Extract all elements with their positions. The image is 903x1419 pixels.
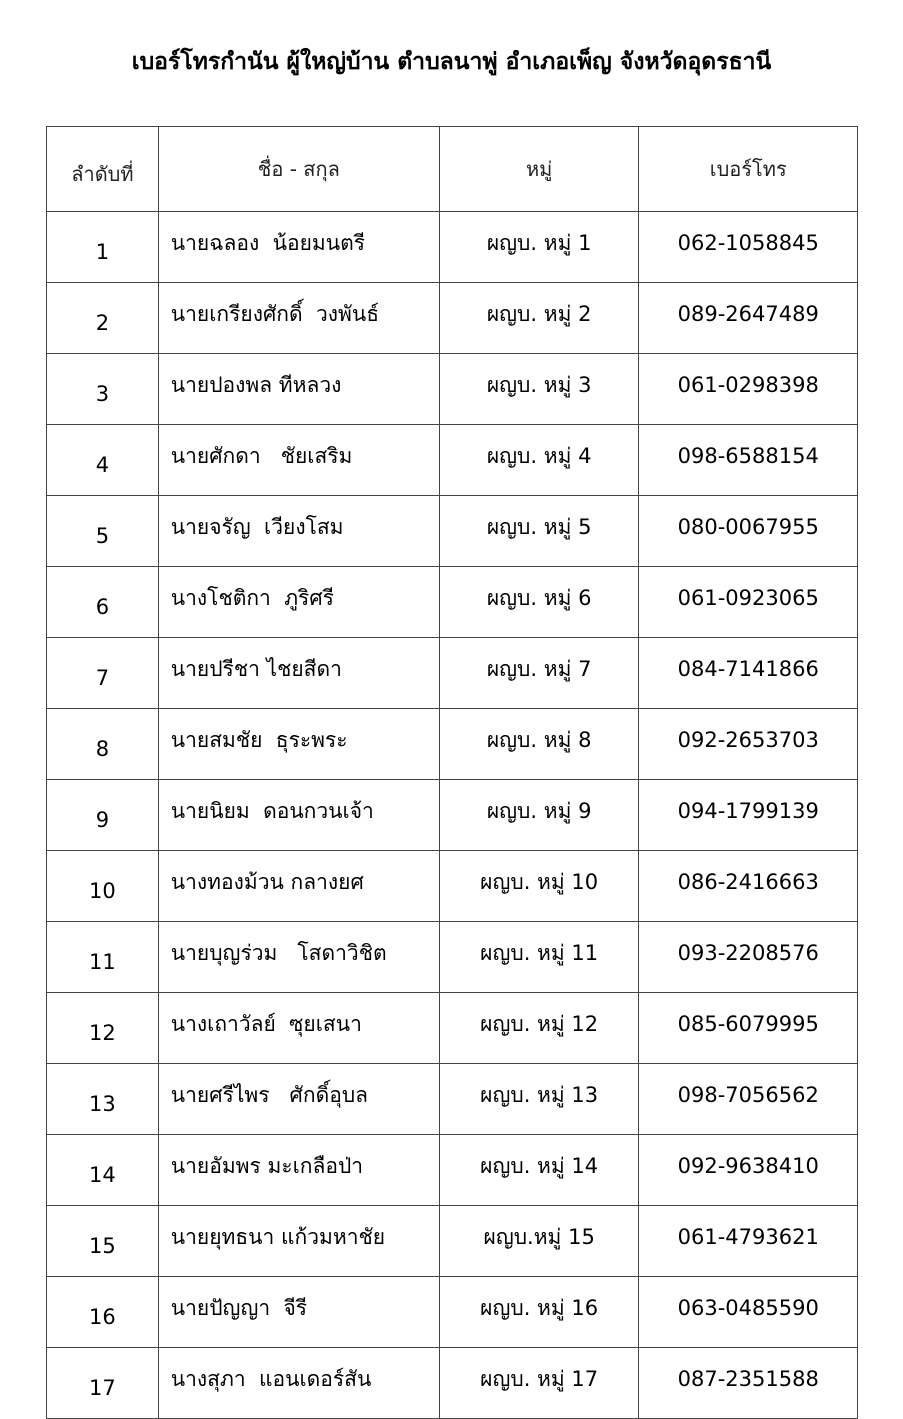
row-number: 17 [47,1348,159,1419]
row-number: 13 [47,1064,159,1135]
row-phone: 092-9638410 [639,1135,858,1206]
row-name: นายอัมพร มะเกลือป่า [158,1135,439,1206]
row-number: 2 [47,283,159,354]
table-row [47,1135,858,1206]
row-village: ผญบ. หมู่ 3 [439,354,639,425]
row-name: นางทองม้วน กลางยศ [158,851,439,922]
row-phone: 061-0298398 [639,354,858,425]
row-number: 11 [47,922,159,993]
row-number: 3 [47,354,159,425]
row-village: ผญบ. หมู่ 17 [439,1348,639,1419]
row-phone: 087-2351588 [639,1348,858,1419]
row-number: 14 [47,1135,159,1206]
row-name: นางโชติกา ภูริศรี [158,567,439,638]
row-village: ผญบ. หมู่ 5 [439,496,639,567]
row-number: 10 [47,851,159,922]
contact-table [46,126,858,1419]
row-village: ผญบ. หมู่ 2 [439,283,639,354]
row-village: ผญบ. หมู่ 7 [439,638,639,709]
header-phone: เบอร์โทร [639,127,858,212]
header-number: ลำดับที่ [47,127,159,212]
row-number: 7 [47,638,159,709]
row-phone: 092-2653703 [639,709,858,780]
table-header-row [47,127,858,212]
row-name: นายจรัญ เวียงโสม [158,496,439,567]
header-name: ชื่อ - สกุล [158,127,439,212]
row-phone: 085-6079995 [639,993,858,1064]
table-row [47,709,858,780]
row-name: นายนิยม ดอนกวนเจ้า [158,780,439,851]
row-name: นายสมชัย ธุระพระ [158,709,439,780]
row-name: นายบุญร่วม โสดาวิชิต [158,922,439,993]
row-name: นางเถาวัลย์ ซุยเสนา [158,993,439,1064]
row-name: นางสุภา แอนเดอร์สัน [158,1348,439,1419]
row-phone: 063-0485590 [639,1277,858,1348]
row-village: ผญบ. หมู่ 8 [439,709,639,780]
table-row [47,1064,858,1135]
row-village: ผญบ. หมู่ 14 [439,1135,639,1206]
row-number: 6 [47,567,159,638]
row-village: ผญบ.หมู่ 15 [439,1206,639,1277]
row-number: 8 [47,709,159,780]
table-row [47,354,858,425]
row-number: 12 [47,993,159,1064]
table-row [47,993,858,1064]
table-row [47,425,858,496]
row-number: 5 [47,496,159,567]
row-name: นายศรีไพร ศักดิ์อุบล [158,1064,439,1135]
row-phone: 098-7056562 [639,1064,858,1135]
row-phone: 062-1058845 [639,212,858,283]
row-number: 4 [47,425,159,496]
row-number: 9 [47,780,159,851]
row-phone: 089-2647489 [639,283,858,354]
row-phone: 093-2208576 [639,922,858,993]
table-row [47,1348,858,1419]
row-name: นายศักดา ชัยเสริม [158,425,439,496]
row-village: ผญบ. หมู่ 16 [439,1277,639,1348]
table-row [47,496,858,567]
table-row [47,567,858,638]
row-phone: 094-1799139 [639,780,858,851]
table-row [47,638,858,709]
table-row [47,780,858,851]
table-row [47,922,858,993]
row-village: ผญบ. หมู่ 10 [439,851,639,922]
row-village: ผญบ. หมู่ 9 [439,780,639,851]
table-row [47,212,858,283]
row-number: 1 [47,212,159,283]
row-phone: 098-6588154 [639,425,858,496]
row-village: ผญบ. หมู่ 13 [439,1064,639,1135]
row-name: นายยุทธนา แก้วมหาชัย [158,1206,439,1277]
row-name: นายปัญญา จีรี [158,1277,439,1348]
row-phone: 084-7141866 [639,638,858,709]
row-number: 15 [47,1206,159,1277]
header-village: หมู่ [439,127,639,212]
row-phone: 061-4793621 [639,1206,858,1277]
row-name: นายเกรียงศักดิ์ วงพันธ์ [158,283,439,354]
row-phone: 080-0067955 [639,496,858,567]
row-village: ผญบ. หมู่ 6 [439,567,639,638]
row-phone: 086-2416663 [639,851,858,922]
table-row [47,1206,858,1277]
row-number: 16 [47,1277,159,1348]
document-title: เบอร์โทรกำนัน ผู้ใหญ่บ้าน ตำบลนาพู่ อำเภอเพ็ญ จังหวัดอุดรธานี [131,49,772,75]
row-village: ผญบ. หมู่ 11 [439,922,639,993]
row-name: นายปรีชา ไชยสีดา [158,638,439,709]
row-village: ผญบ. หมู่ 12 [439,993,639,1064]
table-row [47,283,858,354]
row-name: นายฉลอง น้อยมนตรี [158,212,439,283]
row-village: ผญบ. หมู่ 1 [439,212,639,283]
row-village: ผญบ. หมู่ 4 [439,425,639,496]
row-phone: 061-0923065 [639,567,858,638]
table-row [47,851,858,922]
row-name: นายปองพล ทีหลวง [158,354,439,425]
table-row [47,1277,858,1348]
